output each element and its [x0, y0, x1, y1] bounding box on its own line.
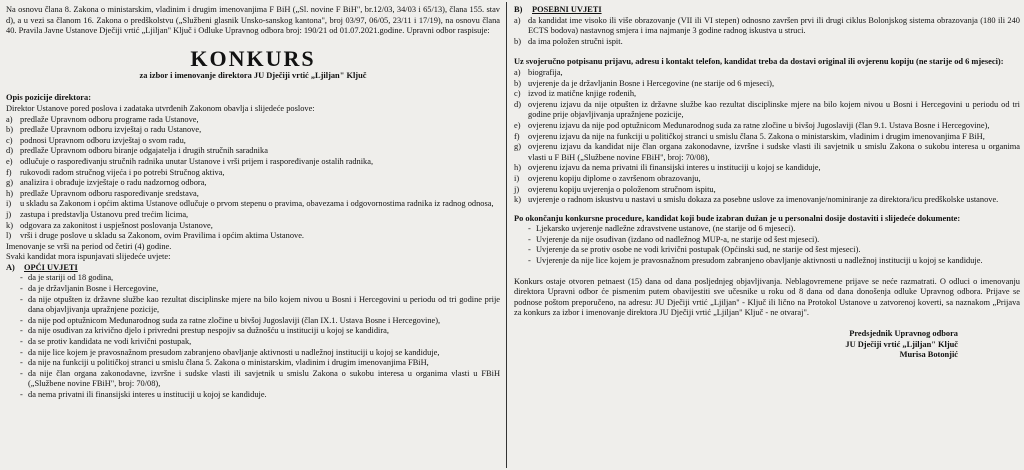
special-condition-item — [514, 37, 1020, 48]
general-condition-item-text: da se protiv kandidata ne vodi krivični postupak, — [28, 337, 192, 347]
documents-list — [514, 68, 1020, 206]
duty-item-label: b) — [6, 125, 13, 135]
duty-item-text: podnosi Upravnom odboru izvještaj o svom radu, — [20, 135, 186, 145]
document-item-label: b) — [514, 78, 521, 88]
special-heading-text: POSEBNI UVJETI — [532, 5, 602, 14]
general-condition-item-text: da je državljanin Bosne i Hercegovine, — [28, 284, 159, 294]
dash-bullet: - — [20, 284, 23, 294]
general-condition-item-text: da nije lice kojem je pravosnažnom presudom zabranjeno obavljanje aktivnosti u nadležnoj instituciji u kojoj se kandiduje, — [28, 347, 440, 357]
duty-item — [6, 125, 500, 136]
selected-document-item-text: Uvjerenje da nije lice kojem je pravosnažnom presudom zabranjeno obavljanje aktivnosti u nadležnoj instituciji u kojoj se kandiduje. — [536, 256, 983, 266]
general-condition-item — [6, 326, 500, 337]
dash-bullet: - — [20, 347, 23, 357]
duty-item — [6, 146, 500, 157]
duty-item-text: vrši i druge poslove u skladu sa Zakonom, ovim Pravilima i općim aktima Ustanove. — [20, 231, 305, 241]
selected-document-item-text: Uvjerenje da se protiv osobe ne vodi krivični postupak (Općinski sud, ne starije od šest mjeseci). — [536, 245, 861, 255]
duty-item-label: e) — [6, 156, 13, 166]
document-item — [514, 142, 1020, 163]
document-item-text: biografija, — [528, 67, 563, 77]
selected-document-item — [514, 245, 1020, 256]
column-divider — [506, 2, 507, 468]
dash-bullet: - — [20, 273, 23, 283]
document-item — [514, 195, 1020, 206]
duty-item — [6, 199, 500, 210]
duty-item — [6, 221, 500, 232]
dash-bullet: - — [528, 234, 531, 244]
dash-bullet: - — [528, 245, 531, 255]
special-conditions-list — [514, 16, 1020, 48]
duty-item-label: d) — [6, 146, 13, 156]
special-condition-item-label: b) — [514, 36, 521, 46]
opis-intro: Direktor Ustanove pored poslova i zadataka utvrđenih Zakonom obavlja i slijedeće poslove: — [6, 103, 315, 113]
document-item — [514, 89, 1020, 100]
duty-item-text: predlaže Upravnom odboru raspoređivanje sredstava, — [20, 188, 199, 198]
duty-item-text: odgovara za zakonitost i uspješnost poslovanja Ustanove, — [20, 220, 213, 230]
dash-bullet: - — [20, 368, 23, 378]
duty-item-text: zastupa i predstavlja Ustanovu pred trećim licima, — [20, 209, 189, 219]
document-item-label: j) — [514, 184, 520, 194]
documents-heading: Uz svojeručno potpisanu prijavu, adresu i kontakt telefon, kandidat treba da dostavi original ili ovjerenu kopiju (ne starije od 6 mjeseci): — [514, 57, 1004, 67]
document-item-text: ovjerenu izjavu da nije otpušten iz državne službe kao rezultat disciplinske mjere na bilo kojem nivou u Bosni i Hercegovini u periodu od tri godine prije objavljivanja upražnjene pozicije, — [528, 99, 1020, 120]
general-condition-item — [6, 273, 500, 284]
signature-line: JU Dječiji vrtić „Ljiljan" Ključ — [845, 339, 958, 349]
duty-item-text: predlaže Upravnom odboru programe rada Ustanove, — [20, 114, 199, 124]
special-condition-item — [514, 16, 1020, 37]
document-item — [514, 79, 1020, 90]
document-item-label: i) — [514, 173, 520, 183]
selected-document-item — [514, 224, 1020, 235]
general-condition-item-text: da nije otpušten iz državne službe kao rezultat disciplinske mjere na bilo kojem nivou u Bosni i Hercegovini u periodu od tri godine prije dana objavljivanja upražnjene pozicije, — [28, 294, 500, 315]
selected-candidate-list — [514, 224, 1020, 266]
duty-item-label: a) — [6, 114, 13, 124]
document-item-text: ovjerenu izjavu da nije na funkciji u političkoj stranci u smislu člana 5. Zakona o ministarskim, vladinim i drugim imenovanjima F BiH, — [528, 131, 985, 141]
general-condition-item-text: da nije na funkciji u političkoj stranci u smislu člana 5. Zakona o ministarskim, vladinim i drugim imenovanjima FBiH, — [28, 358, 429, 368]
general-condition-item — [6, 369, 500, 390]
special-condition-item-text: da ima položen stručni ispit. — [528, 36, 623, 46]
selected-candidate-heading: Po okončanju konkursne procedure, kandidat koji bude izabran dužan je u personalni dosije dostaviti i slijedeće dokumente: — [514, 213, 961, 223]
duty-item-text: analizira i obrađuje izvještaje o radu nadzornog odbora, — [20, 178, 207, 188]
special-condition-item-text: da kandidat ime visoko ili više obrazovanje (VII ili VI stepen) odnosno završen prvi ili drugi ciklus Bolonjskog sistema obrazovanja (180 ili 240 ECTS bodova) nastavnog smjera i ima najmanje 3 godine radnog iskustva u struci. — [528, 15, 1020, 36]
document-item-text: uvjerenje o radnom iskustvu u nastavi u smislu dokaza za posebne uslove za imenovanje/nominiranje za direktora/icu predškolske ustanove. — [528, 195, 999, 205]
duty-item — [6, 136, 500, 147]
duty-item — [6, 210, 500, 221]
document-item-label: a) — [514, 67, 521, 77]
document-item-text: izvod iz matične knjige rođenih, — [528, 89, 637, 99]
duty-item-label: l) — [6, 231, 12, 241]
dash-bullet: - — [20, 390, 23, 399]
special-condition-item-label: a) — [514, 15, 521, 25]
dash-bullet: - — [20, 326, 23, 336]
duty-item-text: u skladu sa Zakonom i općim aktima Ustanove odlučuje o prvom stepenu o pravima, obavezama i odgovornostima radnika iz radnog odnosa, — [20, 199, 494, 209]
document-item-label: d) — [514, 99, 521, 109]
document-item-text: ovjerenu kopiju diplome o završenom obrazovanju, — [528, 173, 701, 183]
duty-item-label: f) — [6, 167, 12, 177]
dash-bullet: - — [528, 224, 531, 234]
duty-item-label: j) — [6, 209, 12, 219]
duty-item — [6, 168, 500, 179]
document-item-text: ovjerenu izjavu da kandidat nije član organa zakonodavne, izvršne i sudske vlasti ili savjetnik u smislu Zakona o sukobu interesa u organima vlasti u F BiH („Službene novine FBiH", broj: 70/08), — [528, 142, 1020, 162]
selected-document-item-text: Uvjerenje da nije osuđivan (izdano od nadležnog MUP-a, ne starije od šest mjeseci). — [536, 234, 820, 244]
document-item-label: g) — [514, 142, 521, 152]
general-condition-item-text: da nije pod optužnicom Međunarodnog suda za ratne zločine u bivšoj Jugoslaviji (član IX.1. Ustava Bosne i Hercegovine), — [28, 315, 441, 325]
general-condition-item — [6, 358, 500, 369]
document-item-label: e) — [514, 120, 521, 130]
general-condition-item — [6, 316, 500, 327]
document-subtitle: za izbor i imenovanje direktora JU Dječiji vrtić „Ljiljan" Ključ — [139, 70, 367, 80]
intro-paragraph: Na osnovu člana 8. Zakona o ministarskim, vladinim i drugim imenovanjima F BiH („Sl. novine F BiH", br.12/03, 34/03 i 65/13), člana 155. stav d), a u vezi sa članom 16. Zakona o predškolstvu („Službeni glasnik Unsko-sanskog kantona", broj 03/97, 06/05, 23/11 i 17/19), na osnovu člana 40. Pravila Javne Ustanove Dječiji vrtić „Ljiljan" Ključ i Odluke Upravnog odbora broj: 190/21 od 01.07.2021.godine. Upravni odbor raspisuje: — [6, 5, 500, 36]
duty-item-label: c) — [6, 135, 13, 145]
duty-item — [6, 178, 500, 189]
document-item-text: ovjerenu izjavu da nije pod optužnicom Međunarodnog suda za ratne zločine u bivšoj Jugoslaviji (član 9.1. Ustava Bosne i Hercegovine), — [528, 120, 990, 130]
general-heading — [6, 263, 500, 274]
document-item-label: h) — [514, 163, 521, 173]
duty-item-text: odlučuje o raspoređivanju stručnih radnika unutar Ustanove i vrši prijem i raspoređivanje ostalih radnika, — [20, 156, 374, 166]
duty-item-label: i) — [6, 199, 12, 209]
mandate-text: Imenovanje se vrši na period od četiri (4) godine. — [6, 241, 172, 251]
general-condition-item-text: da nije član organa zakonodavne, izvršne i sudske vlasti ili savjetnik u smislu Zakona o sukobu interesa u organima vlasti u FBiH („Službene novine FBiH", broj: 70/08), — [28, 368, 500, 389]
general-heading-text: OPĆI UVJETI — [24, 262, 78, 272]
selected-document-item — [514, 235, 1020, 246]
duty-item-label: g) — [6, 178, 13, 188]
document-item-label: f) — [514, 131, 520, 141]
document-item-label: c) — [514, 89, 521, 99]
general-condition-item — [6, 284, 500, 295]
general-condition-item — [6, 348, 500, 359]
document-item-text: uvjerenje da je državljanin Bosne i Hercegovine (ne starije od 6 mjeseci), — [528, 78, 775, 88]
dash-bullet: - — [20, 358, 23, 368]
dash-bullet: - — [20, 315, 23, 325]
duty-item — [6, 115, 500, 126]
document-item — [514, 185, 1020, 196]
selected-document-item-text: Ljekarsko uvjerenje nadležne zdravstvene ustanove, (ne starije od 6 mjeseci). — [536, 224, 796, 234]
duty-item-text: predlaže Upravnom odboru biranje odgajatelja i drugih stručnih saradnika — [20, 146, 268, 156]
dash-bullet: - — [528, 256, 531, 266]
document-item-label: k) — [514, 195, 521, 205]
right-column — [514, 5, 1020, 361]
general-condition-item-text: da nije osuđivan za krivično djelo i privredni prestup nespojiv sa dužnošću u instituciji u kojoj se kandidira, — [28, 326, 389, 336]
duties-list — [6, 115, 500, 242]
opis-heading: Opis pozicije direktora: — [6, 93, 91, 103]
general-condition-item — [6, 295, 500, 316]
general-condition-item — [6, 337, 500, 348]
general-condition-item-text: da je stariji od 18 godina, — [28, 273, 114, 283]
dash-bullet: - — [20, 337, 23, 347]
dash-bullet: - — [20, 294, 23, 304]
duty-item-text: rukovodi radom stručnog vijeća i po potrebi Stručnog aktiva, — [20, 167, 225, 177]
document-item — [514, 100, 1020, 121]
document-item-text: ovjerenu izjavu da nema privatni ili finansijski interes u instituciji u kojoj se kandiduje, — [528, 163, 821, 173]
signature-line: Predsjednik Upravnog odbora — [849, 329, 958, 339]
signature-line: Murisa Botonjić — [899, 350, 958, 360]
document-item — [514, 68, 1020, 79]
document-item-text: ovjerenu kopiju uvjerenja o položenom stručnom ispitu, — [528, 184, 716, 194]
document-item — [514, 163, 1020, 174]
duty-item-label: k) — [6, 220, 13, 230]
duty-item-label: h) — [6, 188, 13, 198]
special-heading — [514, 5, 1020, 16]
general-label: A) — [6, 262, 15, 272]
signature-block — [514, 329, 1020, 361]
conditions-intro: Svaki kandidat mora ispunjavati slijedeće uvjete: — [6, 252, 171, 262]
duty-item-text: predlaže Upravnom odboru izvještaj o radu Ustanove, — [20, 125, 202, 135]
duty-item — [6, 231, 500, 242]
duty-item — [6, 189, 500, 200]
closing-paragraph: Konkurs ostaje otvoren petnaest (15) dana od dana posljednjeg objavljivanja. Neblagovremene prijave se neće razmatrati. O odluci o imenovanju direktora Upravni odbor će pismenim putem obavijestiti sve učesnike u roku od 8 dana od dana donošenja odluke Upravnog odbora. Prijave se podnose poštom preporučeno, na adresu: JU Dječiji vrtić „Ljiljan" - Ključ ili lično na Protokol Ustanove u zatvorenoj koverti, sa naznakom „Prijava za konkurs za izbor i imenovanje direktora JU Dječiji vrtić „Ljiljan" Ključ - ne otvaraj". — [514, 276, 1020, 318]
left-column — [6, 5, 500, 401]
general-condition-item-text: da nema privatni ili finansijski interes u instituciji u kojoj se kandiduje. — [28, 390, 267, 399]
duty-item — [6, 157, 500, 168]
document-item — [514, 174, 1020, 185]
selected-document-item — [514, 256, 1020, 267]
special-label: B) — [514, 5, 523, 14]
document-item — [514, 121, 1020, 132]
document-item — [514, 132, 1020, 143]
general-condition-item — [6, 390, 500, 401]
document-title: KONKURS — [190, 45, 316, 71]
general-conditions-list — [6, 273, 500, 400]
